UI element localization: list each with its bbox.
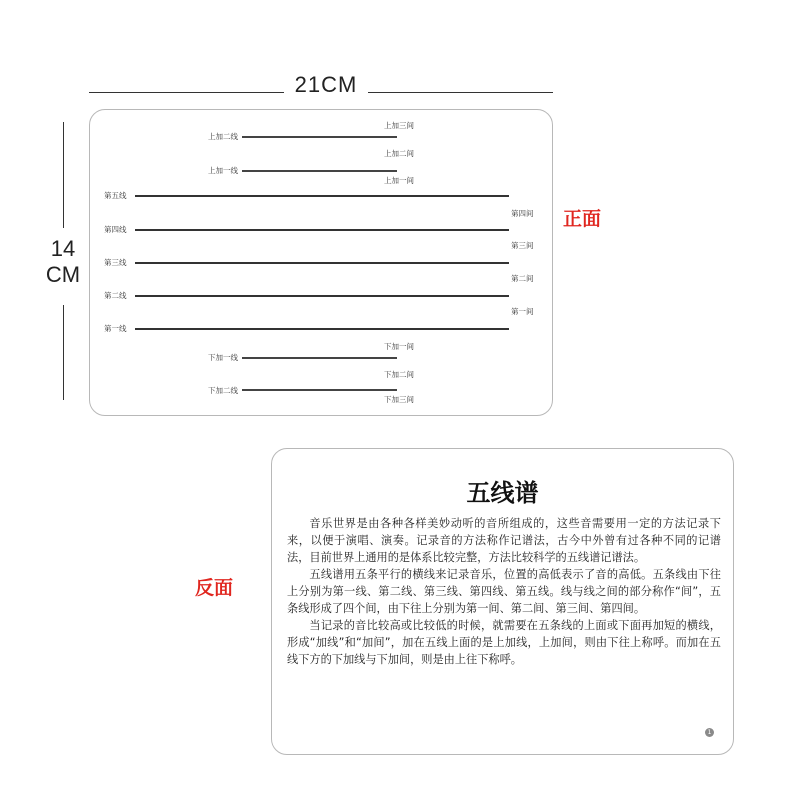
lower-space-1-label: 下加一间 [384, 342, 414, 351]
space-3-label: 第三间 [511, 241, 534, 250]
staff-line-1 [135, 328, 509, 330]
height-dimension-value: 14 [50, 236, 76, 261]
space-1-label: 第一间 [511, 307, 534, 316]
lower-ledger-line-2 [242, 389, 397, 391]
space-2-label: 第二间 [511, 274, 534, 283]
height-dimension-label [40, 236, 86, 288]
height-dimension-line-top [63, 122, 64, 228]
back-paragraph-2: 五线谱用五条平行的横线来记录音乐，位置的高低表示了音的高低。五条线由下往上分别为第一线、第二线、第三线、第四线、第五线。线与线之间的部分称作“间”，五条线形成了四个间，由下往上分别为第一间、第二间、第三间、第四间。 [287, 568, 721, 615]
staff-card-back [271, 448, 734, 755]
staff-line-3-label: 第三线 [104, 258, 127, 267]
staff-line-5-label: 第五线 [104, 191, 127, 200]
upper-space-2-label: 上加二间 [384, 149, 414, 158]
staff-line-2 [135, 295, 509, 297]
back-title: 五线谱 [466, 479, 539, 507]
height-dimension-unit: CM [45, 262, 81, 287]
front-side-label: 正面 [563, 208, 602, 230]
lower-ledger-line-1-label: 下加一线 [208, 353, 238, 362]
space-4-label: 第四间 [511, 209, 534, 218]
staff-line-4 [135, 229, 509, 231]
lower-ledger-line-1 [242, 357, 397, 359]
page-number-badge: 1 [705, 728, 714, 737]
staff-line-2-label: 第二线 [104, 291, 127, 300]
upper-ledger-line-2-label: 上加二线 [208, 132, 238, 141]
staff-line-1-label: 第一线 [104, 324, 127, 333]
staff-line-3 [135, 262, 509, 264]
upper-ledger-line-1-label: 上加一线 [208, 166, 238, 175]
staff-line-5 [135, 195, 509, 197]
upper-ledger-line-2 [242, 136, 397, 138]
back-paragraph-3: 当记录的音比较高或比较低的时候，就需要在五条线的上面或下面再加短的横线，形成“加线”和“加间”，加在五线上面的是上加线，上加间，则由下往上称呼。而加在五线下方的下加线与下加间，则是由上往下称呼。 [287, 619, 721, 666]
upper-space-3-label: 上加三间 [384, 121, 414, 130]
back-side-label: 反面 [195, 577, 234, 599]
lower-ledger-line-2-label: 下加二线 [208, 386, 238, 395]
back-description [287, 515, 721, 668]
upper-ledger-line-1 [242, 170, 397, 172]
back-paragraph-1: 音乐世界是由各种各样美妙动听的音所组成的，这些音需要用一定的方法记录下来，以便于演唱、演奏。记录音的方法称作记谱法，古今中外曾有过各种不同的记谱法，目前世界上通用的是体系比较完整，方法比较科学的五线谱记谱法。 [287, 517, 721, 564]
staff-card-front [89, 109, 553, 416]
width-dimension-label: 21CM [294, 72, 358, 97]
upper-space-1-label: 上加一间 [384, 176, 414, 185]
staff-line-4-label: 第四线 [104, 225, 127, 234]
width-dimension-line-right [368, 92, 553, 93]
height-dimension-line-bottom [63, 305, 64, 400]
lower-space-3-label: 下加三间 [384, 395, 414, 404]
width-dimension-line-left [89, 92, 284, 93]
lower-space-2-label: 下加二间 [384, 370, 414, 379]
